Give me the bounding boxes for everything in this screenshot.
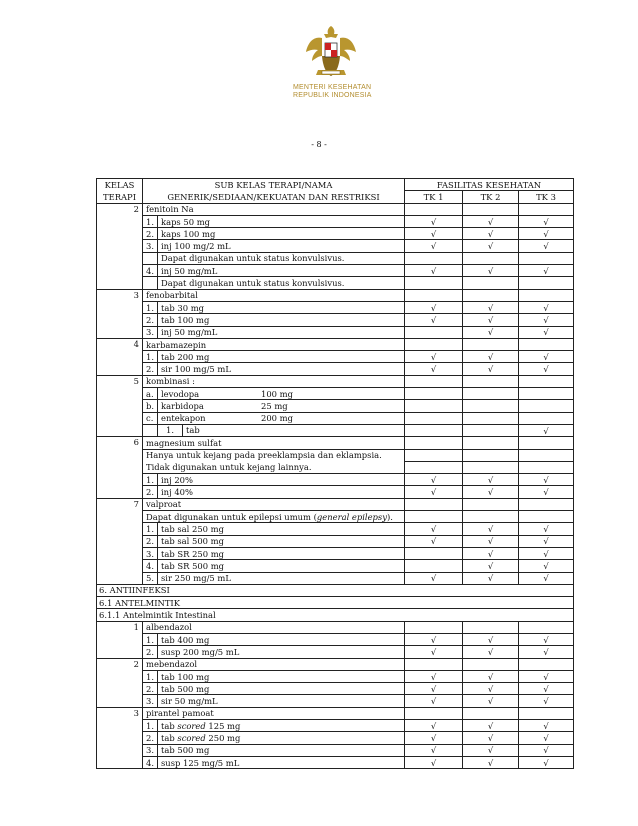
check-tk1: √ — [405, 301, 463, 313]
check-tk1: √ — [405, 744, 463, 756]
preparation: susp 125 mg/5 mL — [158, 756, 405, 768]
drug-name: albendazol — [143, 621, 405, 633]
check-tk1: √ — [405, 523, 463, 535]
table-row — [97, 658, 574, 670]
header-fasilitas: FASILITAS KESEHATAN — [405, 179, 574, 191]
table-row — [97, 695, 574, 707]
check-tk2: √ — [463, 670, 519, 682]
item-number: 1. — [143, 633, 158, 645]
check-tk1: √ — [405, 535, 463, 547]
check-tk2: √ — [463, 646, 519, 658]
check-tk2: √ — [463, 572, 519, 584]
table-row — [97, 535, 574, 547]
table-header-row — [97, 179, 574, 191]
check-tk3: √ — [519, 523, 574, 535]
restriction-note: Hanya untuk kejang pada preeklampsia dan eklampsia. — [143, 449, 405, 461]
row-number: 1 — [97, 621, 143, 658]
check-tk1: √ — [405, 670, 463, 682]
ministry-line-2: REPUBLIK INDONESIA — [293, 92, 372, 99]
table-row — [97, 400, 574, 412]
check-tk2: √ — [463, 732, 519, 744]
check-tk3: √ — [519, 535, 574, 547]
preparation: sir 50 mg/mL — [158, 695, 405, 707]
header-tk3: TK 3 — [519, 191, 574, 203]
item-number: 1. — [143, 670, 158, 682]
table-row — [97, 203, 574, 215]
drug-name: valproat — [143, 498, 405, 510]
item-number: 4. — [143, 756, 158, 768]
table-row — [97, 486, 574, 498]
prep-text: tab — [161, 733, 178, 743]
row-number: 5 — [97, 375, 143, 436]
preparation: tab 500 mg — [158, 744, 405, 756]
check-tk3: √ — [519, 265, 574, 277]
table-row — [97, 633, 574, 645]
check-tk2: √ — [463, 560, 519, 572]
check-tk3: √ — [519, 560, 574, 572]
restriction-note: Dapat digunakan untuk status konvulsivus. — [158, 277, 405, 289]
row-number: 7 — [97, 498, 143, 584]
check-tk1: √ — [405, 363, 463, 375]
item-number: 1. — [143, 351, 158, 363]
check-tk2: √ — [463, 486, 519, 498]
table-row — [97, 375, 574, 387]
item-number: 4. — [143, 265, 158, 277]
check-tk1: √ — [405, 265, 463, 277]
row-number: 6 — [97, 437, 143, 498]
table-row — [97, 449, 574, 461]
table-row — [97, 314, 574, 326]
check-tk2: √ — [463, 695, 519, 707]
section-heading: 6.1 ANTELMINTIK — [97, 597, 574, 609]
table-row — [97, 437, 574, 449]
preparation: inj 40% — [158, 486, 405, 498]
table-row — [97, 523, 574, 535]
note-text: Dapat digunakan untuk epilepsi umum ( — [146, 511, 317, 522]
table-row — [97, 240, 574, 252]
item-number: 2. — [143, 646, 158, 658]
note-text: ). — [386, 511, 393, 522]
drug-name: fenitoin Na — [143, 203, 405, 215]
preparation: sir 100 mg/5 mL — [158, 363, 405, 375]
check-tk2: √ — [463, 547, 519, 559]
item-number: 2. — [143, 683, 158, 695]
restriction-note: Dapat digunakan untuk status konvulsivus. — [158, 252, 405, 264]
check-tk3: √ — [519, 363, 574, 375]
check-tk2: √ — [463, 633, 519, 645]
check-tk2: √ — [463, 756, 519, 768]
table-row — [97, 351, 574, 363]
preparation: tab SR 500 mg — [158, 560, 405, 572]
check-tk3: √ — [519, 744, 574, 756]
table-row — [97, 547, 574, 559]
check-tk2: √ — [463, 363, 519, 375]
header-generik: GENERIK/SEDIAAN/KEKUATAN DAN RESTRIKSI — [143, 191, 405, 203]
preparation: tab 100 mg — [158, 314, 405, 326]
preparation: inj 50 mg/mL — [158, 265, 405, 277]
preparation: tab 200 mg — [158, 351, 405, 363]
table-row — [97, 301, 574, 313]
section-heading: 6. ANTIINFEKSI — [97, 584, 574, 596]
component-dose: 100 mg — [261, 388, 293, 399]
item-number: 3. — [143, 240, 158, 252]
row-number: 3 — [97, 289, 143, 338]
check-tk3: √ — [519, 732, 574, 744]
check-tk1: √ — [405, 314, 463, 326]
table-row — [97, 474, 574, 486]
item-number: 3. — [143, 547, 158, 559]
ministry-line-1: MENTERI KESEHATAN — [293, 84, 372, 91]
header-tk1: TK 1 — [405, 191, 463, 203]
check-tk1: √ — [405, 633, 463, 645]
row-number: 4 — [97, 338, 143, 375]
check-tk3: √ — [519, 474, 574, 486]
prep-text: 125 mg — [205, 720, 241, 731]
section-heading: 6.1.1 Antelmintik Intestinal — [97, 609, 574, 621]
item-number: 3. — [143, 326, 158, 338]
table-row — [97, 707, 574, 719]
item-number: 1. — [143, 474, 158, 486]
item-letter: c. — [143, 412, 158, 424]
prep-italic: scored — [177, 720, 206, 731]
preparation: tab 30 mg — [158, 301, 405, 313]
check-tk3: √ — [519, 215, 574, 227]
table-header-row — [97, 191, 574, 203]
check-tk2: √ — [463, 314, 519, 326]
item-number: 1. — [143, 720, 158, 732]
check-tk3: √ — [519, 572, 574, 584]
check-tk1: √ — [405, 215, 463, 227]
check-tk1: √ — [405, 228, 463, 240]
check-tk1: √ — [405, 486, 463, 498]
preparation: tab 400 mg — [158, 633, 405, 645]
prep-text: tab — [161, 720, 178, 731]
check-tk3: √ — [519, 326, 574, 338]
check-tk3: √ — [519, 314, 574, 326]
item-number: 2. — [143, 732, 158, 744]
drug-name: magnesium sulfat — [143, 437, 405, 449]
check-tk2: √ — [463, 326, 519, 338]
component-dose: 25 mg — [261, 400, 288, 411]
component-name: entekapon — [161, 413, 206, 424]
table-row — [97, 572, 574, 584]
header-terapi: TERAPI — [97, 191, 143, 203]
check-tk3: √ — [519, 756, 574, 768]
item-number: 2. — [143, 363, 158, 375]
item-number: 1. — [143, 523, 158, 535]
drug-name: mebendazol — [143, 658, 405, 670]
item-number: 3. — [143, 744, 158, 756]
section-row — [97, 597, 574, 609]
preparation: tab 500 mg — [158, 683, 405, 695]
table-row — [97, 461, 574, 473]
check-tk1: √ — [405, 720, 463, 732]
page-number: - 8 - — [311, 140, 327, 149]
table-row — [97, 412, 574, 424]
table-row — [97, 289, 574, 301]
check-tk2: √ — [463, 265, 519, 277]
item-number: 1. — [143, 301, 158, 313]
preparation — [158, 732, 405, 744]
table-row — [97, 277, 574, 289]
check-tk2: √ — [463, 228, 519, 240]
check-tk1: √ — [405, 732, 463, 744]
restriction-note — [143, 511, 405, 523]
table-row — [97, 363, 574, 375]
garuda-emblem-icon — [300, 22, 362, 84]
header-sub-kelas: SUB KELAS TERAPI/NAMA — [143, 179, 405, 191]
item-number: 5. — [143, 572, 158, 584]
check-tk3: √ — [519, 547, 574, 559]
section-row — [97, 609, 574, 621]
preparation: tab — [186, 425, 200, 436]
table-row — [97, 511, 574, 523]
table-row — [97, 252, 574, 264]
item-letter: a. — [143, 388, 158, 400]
check-tk3: √ — [519, 351, 574, 363]
item-number: 1. — [158, 425, 183, 436]
table-row — [97, 732, 574, 744]
check-tk2: √ — [463, 720, 519, 732]
preparation: tab 100 mg — [158, 670, 405, 682]
check-tk3: √ — [519, 646, 574, 658]
preparation: kaps 50 mg — [158, 215, 405, 227]
check-tk1: √ — [405, 240, 463, 252]
table-row — [97, 338, 574, 350]
item-number: 2. — [143, 314, 158, 326]
prep-text: 250 mg — [205, 733, 241, 743]
preparation: susp 200 mg/5 mL — [158, 646, 405, 658]
check-tk1: √ — [405, 646, 463, 658]
item-letter: b. — [143, 400, 158, 412]
check-tk3: √ — [519, 683, 574, 695]
check-tk3: √ — [519, 486, 574, 498]
table-row — [97, 670, 574, 682]
drug-name: pirantel pamoat — [143, 707, 405, 719]
check-tk3: √ — [519, 720, 574, 732]
check-tk3: √ — [519, 695, 574, 707]
check-tk2: √ — [463, 474, 519, 486]
item-number: 1. — [143, 215, 158, 227]
drug-name: karbamazepin — [143, 338, 405, 350]
component-name: karbidopa — [161, 400, 204, 411]
preparation: tab sal 500 mg — [158, 535, 405, 547]
table-row — [97, 720, 574, 732]
component-name: levodopa — [161, 388, 200, 399]
header-kelas: KELAS — [97, 179, 143, 191]
check-tk1: √ — [405, 683, 463, 695]
check-tk1: √ — [405, 756, 463, 768]
table-row — [97, 683, 574, 695]
table-row — [97, 646, 574, 658]
table-row — [97, 228, 574, 240]
table-row — [97, 498, 574, 510]
preparation: inj 20% — [158, 474, 405, 486]
item-number: 4. — [143, 560, 158, 572]
check-tk2: √ — [463, 240, 519, 252]
check-tk3: √ — [519, 633, 574, 645]
restriction-note: Tidak digunakan untuk kejang lainnya. — [143, 461, 405, 473]
item-number: 2. — [143, 486, 158, 498]
preparation: inj 50 mg/mL — [158, 326, 405, 338]
preparation: kaps 100 mg — [158, 228, 405, 240]
table-row — [97, 756, 574, 768]
drug-name: kombinasi : — [143, 375, 405, 387]
preparation: tab sal 250 mg — [158, 523, 405, 535]
check-tk2: √ — [463, 744, 519, 756]
table-row — [97, 560, 574, 572]
note-italic: general epilepsy — [316, 511, 387, 522]
prep-italic: scored — [177, 733, 206, 743]
check-tk2: √ — [463, 523, 519, 535]
check-tk1: √ — [405, 572, 463, 584]
item-number: 2. — [143, 535, 158, 547]
check-tk2: √ — [463, 301, 519, 313]
check-tk3: √ — [519, 240, 574, 252]
item-number: 3. — [143, 695, 158, 707]
component-dose: 200 mg — [261, 413, 293, 424]
table-row — [97, 621, 574, 633]
preparation: inj 100 mg/2 mL — [158, 240, 405, 252]
check-tk3: √ — [519, 301, 574, 313]
row-number: 3 — [97, 707, 143, 768]
check-tk2: √ — [463, 683, 519, 695]
check-tk1: √ — [405, 351, 463, 363]
table-row — [97, 744, 574, 756]
header-tk2: TK 2 — [463, 191, 519, 203]
check-tk2: √ — [463, 351, 519, 363]
section-row — [97, 584, 574, 596]
check-tk2: √ — [463, 535, 519, 547]
check-tk1: √ — [405, 695, 463, 707]
preparation — [158, 720, 405, 732]
check-tk3: √ — [519, 228, 574, 240]
table-row — [97, 388, 574, 400]
drug-formulary-table — [96, 178, 574, 769]
item-number: 2. — [143, 228, 158, 240]
check-tk3: √ — [519, 424, 574, 436]
check-tk3: √ — [519, 670, 574, 682]
table-row — [97, 215, 574, 227]
ministry-label — [293, 84, 403, 100]
row-number: 2 — [97, 203, 143, 289]
check-tk1: √ — [405, 474, 463, 486]
drug-name: fenobarbital — [143, 289, 405, 301]
row-number: 2 — [97, 658, 143, 707]
preparation: sir 250 mg/5 mL — [158, 572, 405, 584]
table-row — [97, 424, 574, 436]
table-row — [97, 265, 574, 277]
preparation: tab SR 250 mg — [158, 547, 405, 559]
table-row — [97, 326, 574, 338]
check-tk2: √ — [463, 215, 519, 227]
